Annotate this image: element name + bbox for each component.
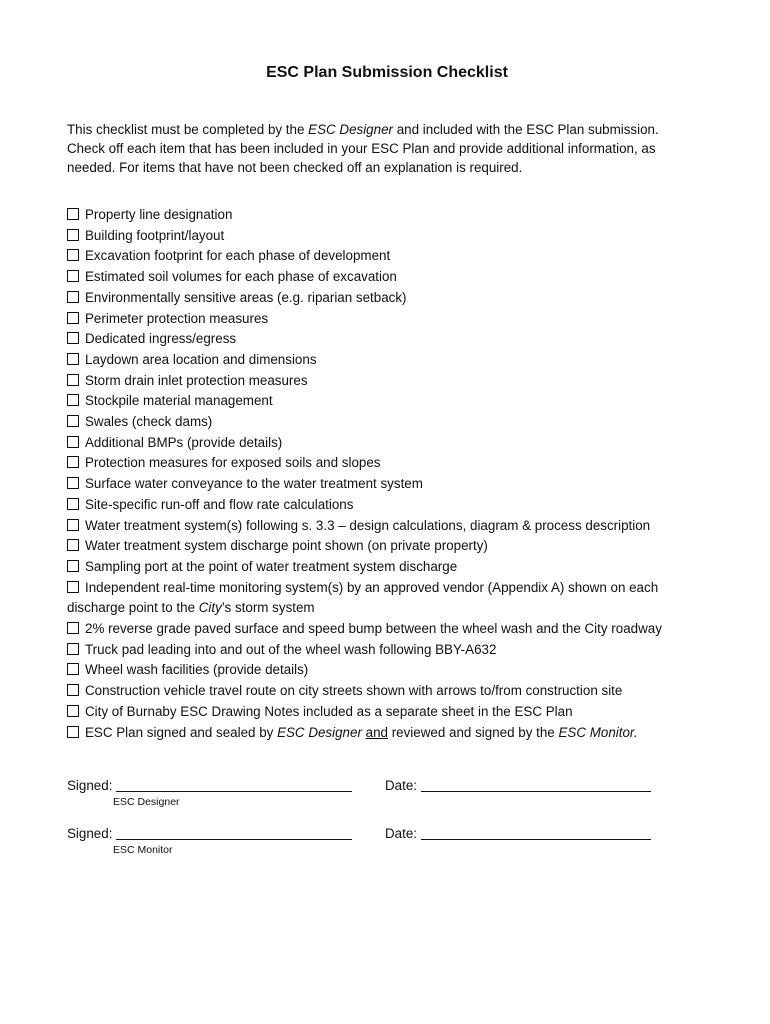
checkbox[interactable]	[67, 456, 79, 468]
checkbox[interactable]	[67, 726, 79, 738]
monitor-date-line[interactable]	[421, 827, 651, 840]
designer-date-line[interactable]	[421, 779, 651, 792]
checklist	[67, 205, 707, 743]
checklist-item	[67, 350, 707, 371]
designer-signature-line[interactable]	[116, 779, 352, 792]
date-label: Date:	[385, 826, 418, 841]
signed-label: Signed:	[67, 778, 113, 793]
checklist-item	[67, 412, 707, 433]
checkbox[interactable]	[67, 539, 79, 551]
checklist-item-label: City of Burnaby ESC Drawing Notes included as a separate sheet in the ESC Plan	[85, 703, 573, 719]
checklist-item-label: Site-specific run-off and flow rate calculations	[85, 496, 354, 512]
checklist-item-label: Surface water conveyance to the water treatment system	[85, 476, 423, 492]
checklist-item	[67, 288, 707, 309]
checkbox[interactable]	[67, 374, 79, 386]
checklist-item	[67, 246, 707, 267]
checklist-item-label: Perimeter protection measures	[85, 310, 269, 326]
checkbox[interactable]	[67, 498, 79, 510]
checklist-item-esc-designer: ESC Designer	[277, 724, 362, 740]
monitor-role-label: ESC Monitor	[113, 844, 173, 856]
checklist-item	[67, 619, 707, 640]
checkbox[interactable]	[67, 643, 79, 655]
checklist-item-label: 2% reverse grade paved surface and speed bump between the wheel wash and the City roadway	[85, 621, 662, 637]
checkbox[interactable]	[67, 705, 79, 717]
checkbox[interactable]	[67, 332, 79, 344]
checkbox[interactable]	[67, 581, 79, 593]
checklist-item-label: Environmentally sensitive areas (e.g. riparian setback)	[85, 289, 407, 305]
checklist-item-label-mid: reviewed and signed by the	[387, 724, 559, 740]
checkbox[interactable]	[67, 208, 79, 220]
checklist-item	[67, 391, 707, 412]
checkbox[interactable]	[67, 291, 79, 303]
checklist-item	[67, 226, 707, 247]
checklist-item-esc-monitor: ESC Monitor.	[558, 724, 638, 740]
checklist-item-and: and	[365, 724, 388, 740]
checklist-item-label: Protection measures for exposed soils and slopes	[85, 455, 381, 471]
checkbox[interactable]	[67, 663, 79, 675]
checklist-item	[67, 453, 707, 474]
checkbox[interactable]	[67, 415, 79, 427]
checkbox[interactable]	[67, 394, 79, 406]
checklist-item	[67, 681, 707, 702]
intro-text-1: This checklist must be completed by the	[67, 122, 309, 137]
checklist-item-label: Storm drain inlet protection measures	[85, 372, 308, 388]
checklist-item	[67, 474, 707, 495]
checkbox[interactable]	[67, 270, 79, 282]
checklist-item-label: Stockpile material management	[85, 393, 273, 409]
checklist-item	[67, 536, 707, 557]
checklist-item-label: Independent real-time monitoring system(s) by an approved vendor (Appendix A) shown on each discharge point to the	[67, 579, 659, 616]
intro-text-2: and included with the ESC Plan submission. Check off each item that has been included in your ESC Plan and provide additional information, as needed. For items that have not been checked off an explanation is required.	[67, 122, 659, 175]
checklist-item-label: Construction vehicle travel route on city streets shown with arrows to/from construction site	[85, 683, 623, 699]
checklist-item-label: Additional BMPs (provide details)	[85, 434, 283, 450]
checklist-item-label: Dedicated ingress/egress	[85, 331, 237, 347]
checkbox[interactable]	[67, 436, 79, 448]
checklist-item	[67, 640, 707, 661]
checklist-item	[67, 495, 707, 516]
designer-date-block	[385, 778, 651, 793]
monitor-signature-line[interactable]	[116, 827, 352, 840]
intro-esc-designer: ESC Designer	[308, 122, 393, 137]
checklist-item-label: Laydown area location and dimensions	[85, 351, 317, 367]
checklist-item-label: Water treatment system(s) following s. 3.3 – design calculations, diagram & process description	[85, 517, 651, 533]
checkbox[interactable]	[67, 353, 79, 365]
designer-signature-block	[67, 778, 352, 808]
checkbox[interactable]	[67, 560, 79, 572]
checkbox[interactable]	[67, 477, 79, 489]
monitor-date-block	[385, 826, 651, 841]
checklist-item-label: Truck pad leading into and out of the wheel wash following BBY-A632	[85, 641, 497, 657]
checklist-item-label: Water treatment system discharge point shown (on private property)	[85, 538, 488, 554]
monitor-signature-block	[67, 826, 352, 856]
intro-paragraph	[67, 120, 697, 177]
checklist-item-label-end: ’s storm system	[221, 600, 315, 616]
checklist-item	[67, 329, 707, 350]
checklist-item-label: Swales (check dams)	[85, 414, 213, 430]
checklist-item-label: Wheel wash facilities (provide details)	[85, 662, 309, 678]
checklist-item	[67, 660, 707, 681]
checklist-item	[67, 516, 707, 537]
checkbox[interactable]	[67, 519, 79, 531]
checklist-item-label: Excavation footprint for each phase of development	[85, 248, 391, 264]
checklist-item	[67, 433, 707, 454]
page-title: ESC Plan Submission Checklist	[266, 64, 508, 81]
checklist-item-label: Property line designation	[85, 207, 233, 222]
designer-role-label: ESC Designer	[113, 796, 180, 808]
signed-label: Signed:	[67, 826, 113, 841]
checklist-item	[67, 205, 707, 226]
checklist-item-label: Building footprint/layout	[85, 227, 225, 243]
checklist-item	[67, 723, 707, 744]
checklist-item	[67, 702, 707, 723]
checkbox[interactable]	[67, 229, 79, 241]
checklist-item	[67, 578, 707, 619]
checklist-item	[67, 371, 707, 392]
checklist-item	[67, 309, 707, 330]
checkbox[interactable]	[67, 622, 79, 634]
checkbox[interactable]	[67, 249, 79, 261]
checkbox[interactable]	[67, 684, 79, 696]
checklist-item-label: ESC Plan signed and sealed by	[85, 724, 278, 740]
checklist-item	[67, 557, 707, 578]
date-label: Date:	[385, 778, 418, 793]
checklist-item-label: Sampling port at the point of water treatment system discharge	[85, 558, 458, 574]
checklist-item-label: Estimated soil volumes for each phase of excavation	[85, 269, 397, 285]
checklist-item	[67, 267, 707, 288]
checklist-item-city: City	[198, 600, 222, 616]
checkbox[interactable]	[67, 312, 79, 324]
